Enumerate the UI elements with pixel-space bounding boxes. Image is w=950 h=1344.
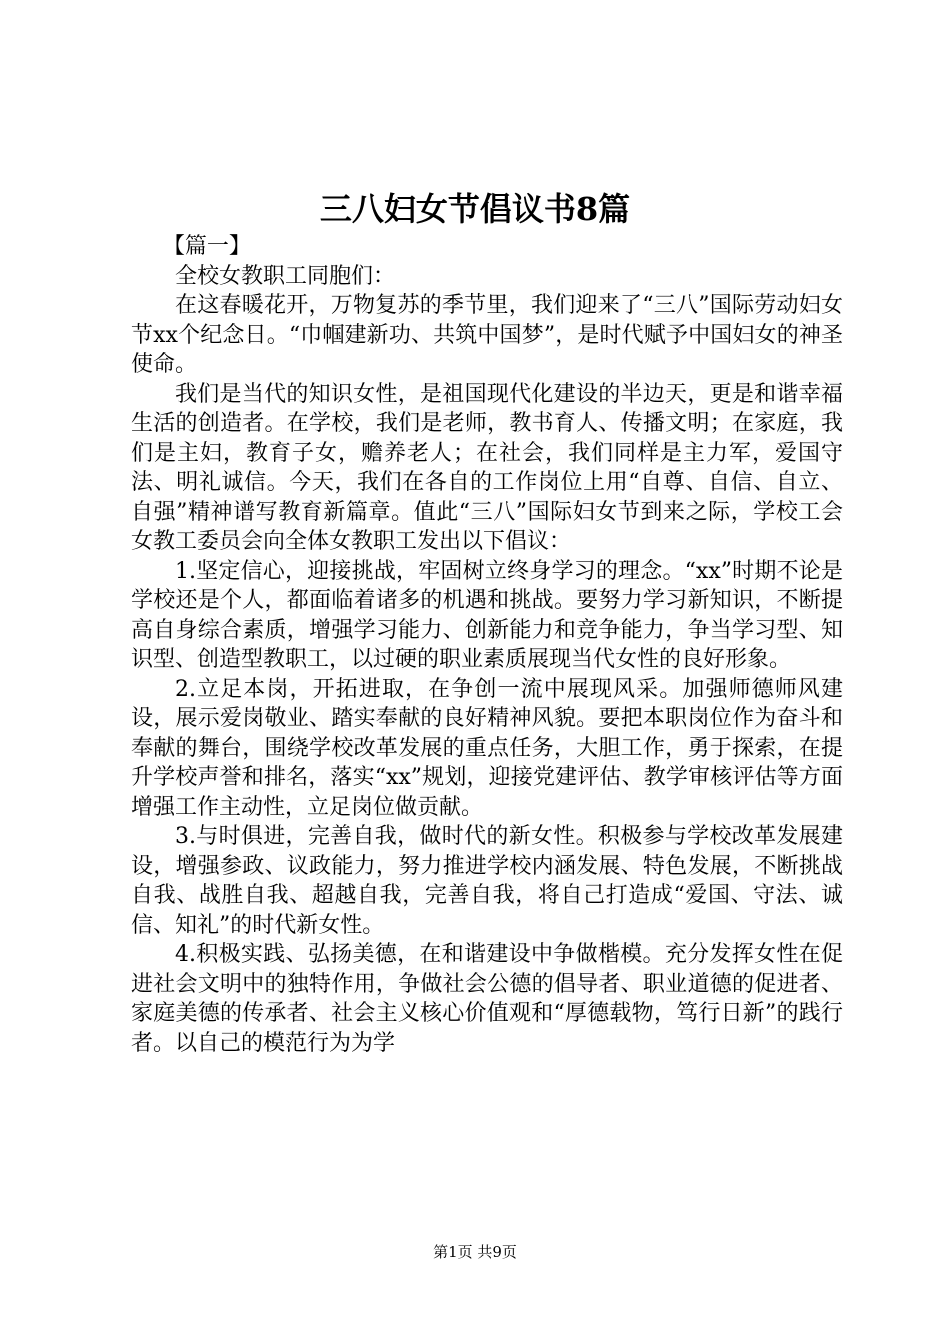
page-title: 三八妇女节倡议书8篇 <box>319 190 631 228</box>
section-heading: 【篇一】 <box>162 234 251 259</box>
paragraph-intro: 在这春暖花开，万物复苏的季节里，我们迎来了“三八”国际劳动妇女节xx个纪念日。“巾帼建新功、共筑中国梦”，是时代赋予中国妇女的神圣使命。 <box>131 293 843 377</box>
page-number: 第1页 共9页 <box>433 1243 517 1261</box>
paragraph-identity: 我们是当代的知识女性，是祖国现代化建设的半边天，更是和谐幸福生活的创造者。在学校，我们是老师，教书育人、传播文明；在家庭，我们是主妇，教育子女，赡养老人；在社会，我们同样是主力军，爱国守法、明礼诚信。今天，我们在各自的工作岗位上用“自尊、自信、自立、自强”精神谱写教育新篇章。值此“三八”国际妇女节到来之际，学校工会女教工委员会向全体女教职工发出以下倡议： <box>131 381 843 554</box>
paragraph-item-4: 4.积极实践、弘扬美德，在和谐建设中争做楷模。充分发挥女性在促进社会文明中的独特作用，争做社会公德的倡导者、职业道德的促进者、家庭美德的传承者、社会主义核心价值观和“厚德载物，笃行日新”的践行者。以自己的模范行为为学 <box>131 942 843 1056</box>
paragraph-item-1: 1.坚定信心，迎接挑战，牢固树立终身学习的理念。“xx”时期不论是学校还是个人，都面临着诸多的机遇和挑战。要努力学习新知识，不断提高自身综合素质，增强学习能力、创新能力和竞争能力，争当学习型、知识型、创造型教职工，以过硬的职业素质展现当代女性的良好形象。 <box>131 558 843 672</box>
paragraph-item-2: 2.立足本岗，开拓进取，在争创一流中展现风采。加强师德师风建设，展示爱岗敬业、踏实奉献的良好精神风貌。要把本职岗位作为奋斗和奉献的舞台，围绕学校改革发展的重点任务，大胆工作，勇于探索，在提升学校声誉和排名，落实“xx”规划，迎接党建评估、教学审核评估等方面增强工作主动性，立足岗位做贡献。 <box>131 676 843 820</box>
document-body <box>131 232 843 1058</box>
salutation: 全校女教职工同胞们： <box>175 263 396 289</box>
paragraph-item-3: 3.与时俱进，完善自我，做时代的新女性。积极参与学校改革发展建设，增强参政、议政能力，努力推进学校内涵发展、特色发展，不断挑战自我、战胜自我、超越自我，完善自我，将自己打造成“爱国、守法、诚信、知礼”的时代新女性。 <box>131 824 843 938</box>
